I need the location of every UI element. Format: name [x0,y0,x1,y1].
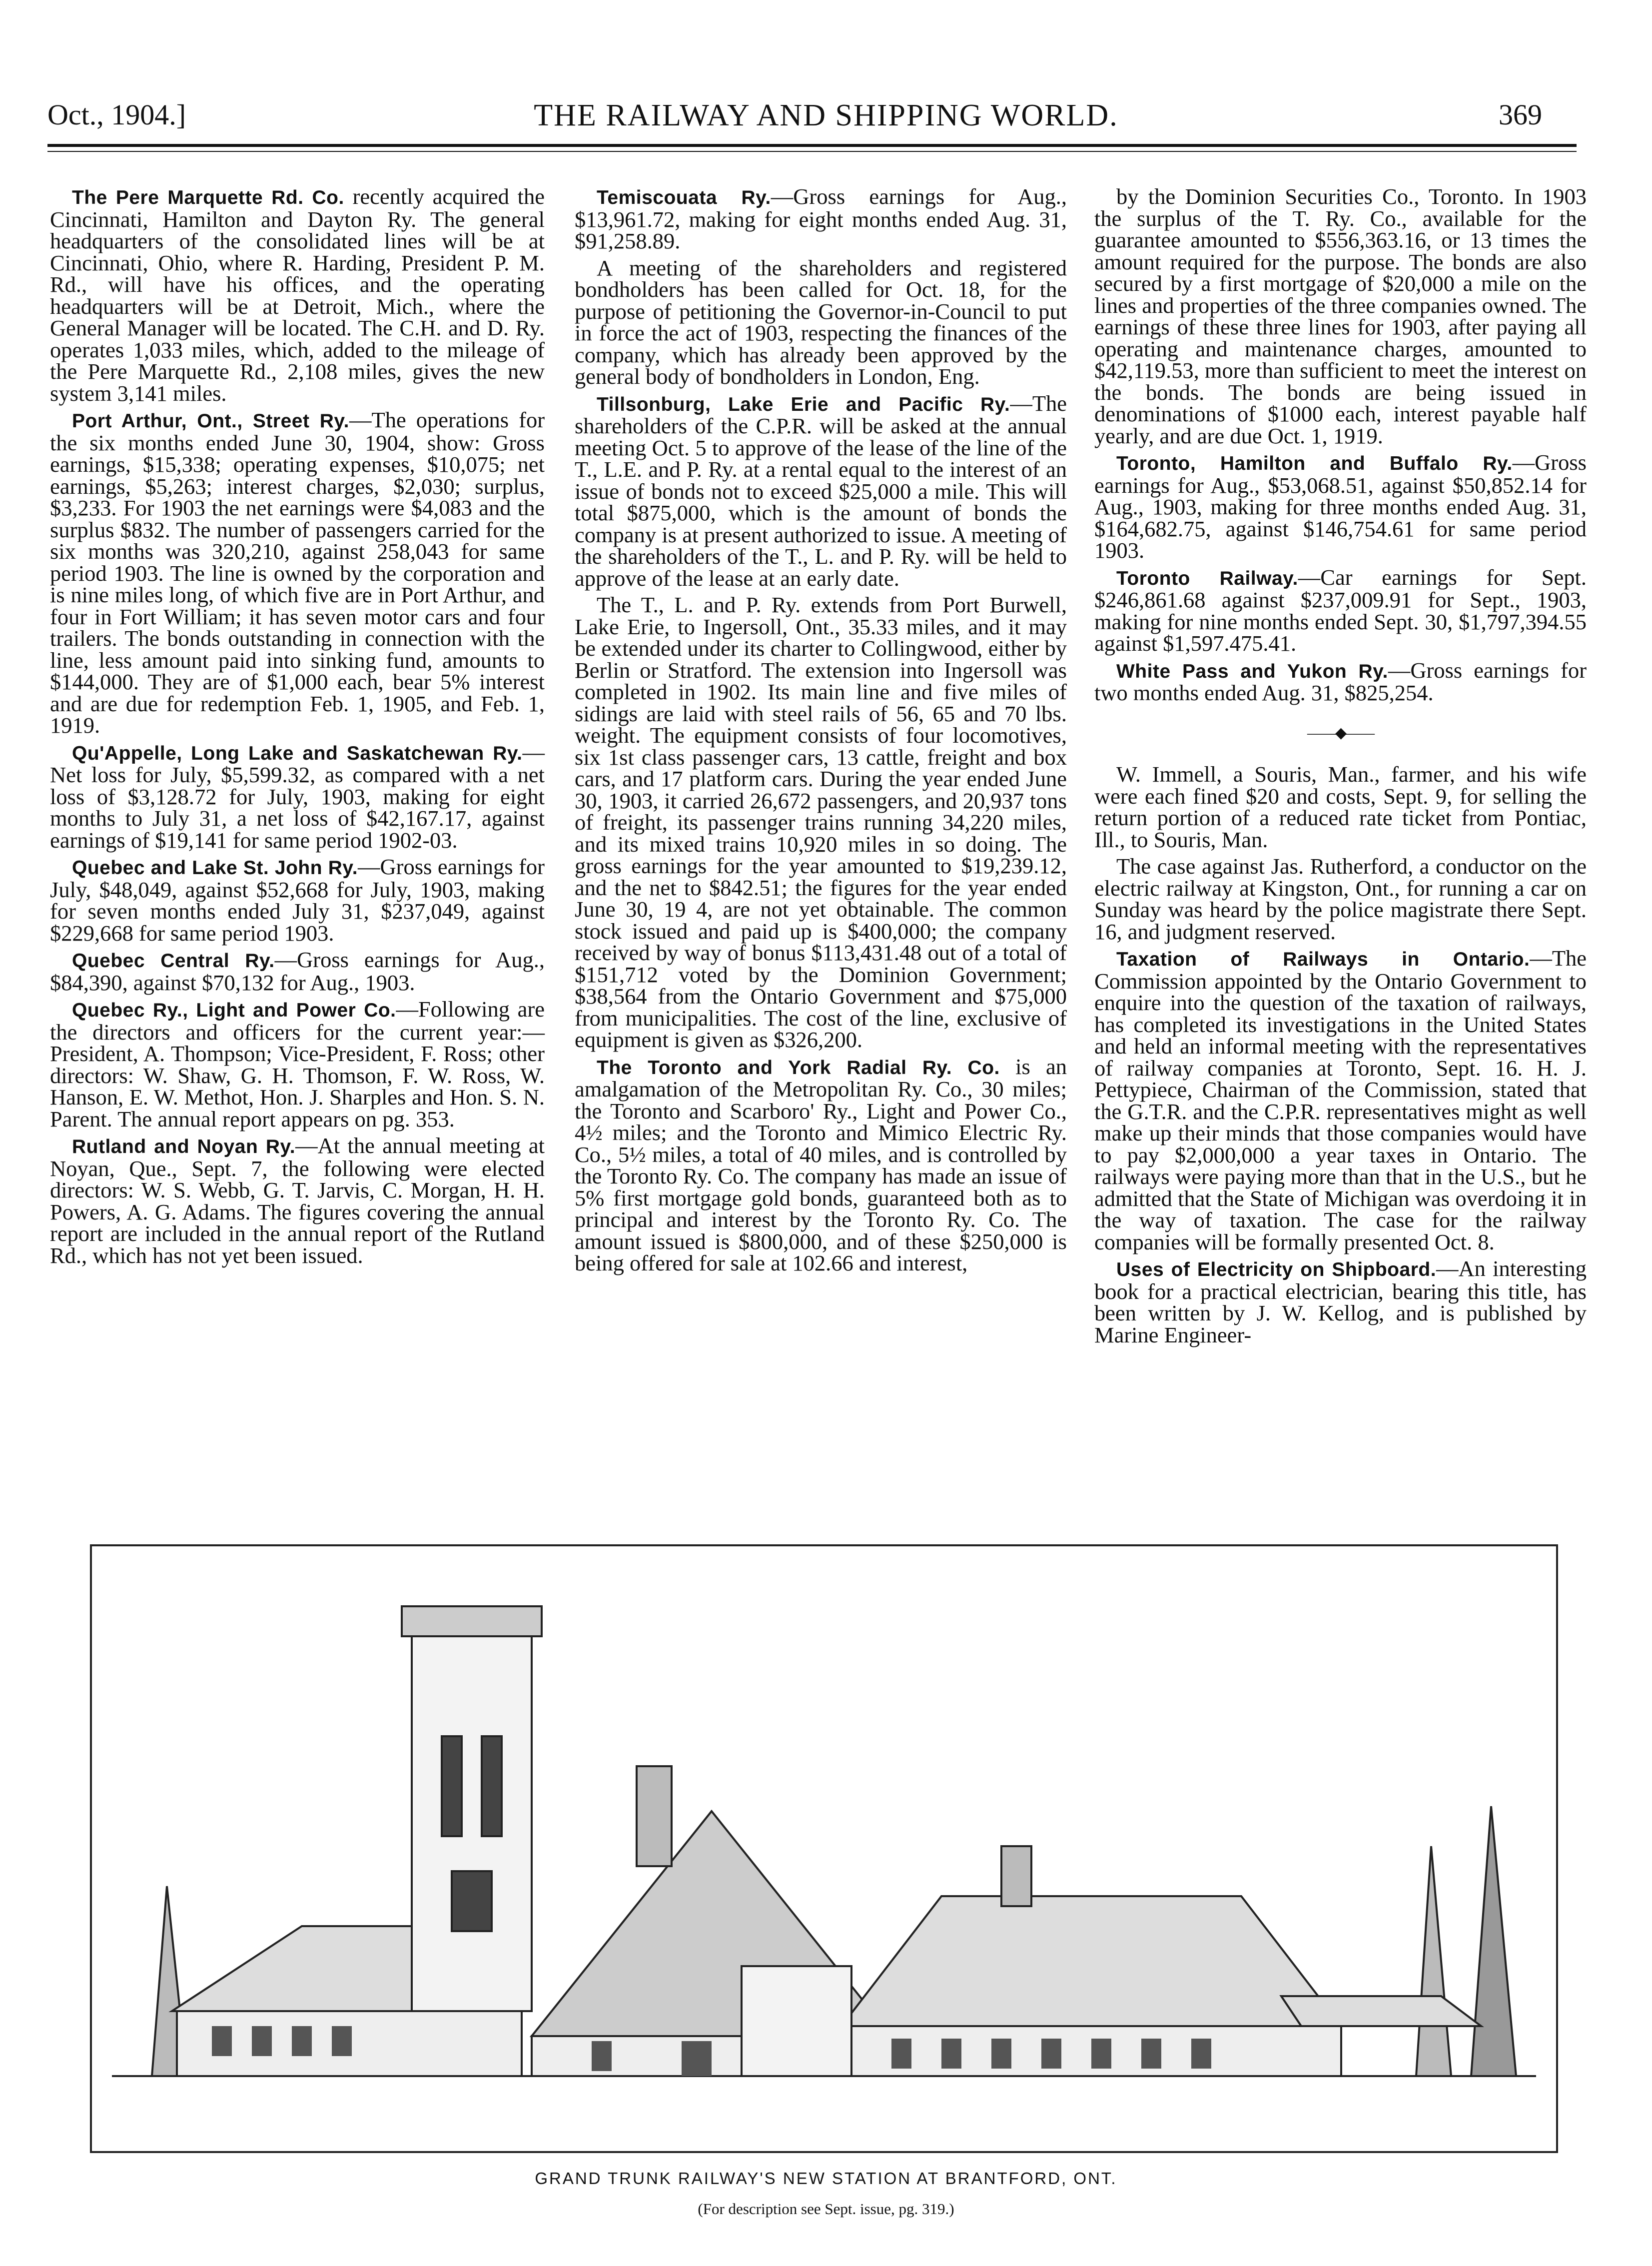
paragraph [50,1135,545,1266]
paragraph-text: by the Dominion Securities Co., Toronto. In 1903 the surplus of the T. Ry. Co., available for the guarantee amounted to $556,363.16, or 13 times the amount required for the purpose. The bonds are also secured by a first mortgage of $20,000 a mile on the lines and properties of the three companies owned. The earnings of these three lines for 1903, after paying all operating and maintenance charges, amounted to $42,119.53, more than sufficient to meet the interest on the bonds. The bonds are being issued in denominations of $1000 each, interest payable half yearly, and are due Oct. 1, 1919. [1094,184,1587,448]
paragraph-lead: The Pere Marquette Rd. Co. [72,187,344,208]
station-drawing [92,1546,1556,2151]
header-rule-thin [47,151,1577,152]
paragraph [50,409,545,737]
paragraph-lead: Quebec and Lake St. John Ry. [72,857,358,879]
journal-title: THE RAILWAY AND SHIPPING WORLD. [534,98,1118,132]
paragraph [575,594,1067,1051]
column-3-top [1094,186,1587,704]
paragraph-lead: Rutland and Noyan Ry. [72,1136,296,1157]
paragraph-lead: Qu'Appelle, Long Lake and Saskatchewan Ry. [72,742,523,764]
paragraph [50,186,545,404]
paragraph-lead: Port Arthur, Ont., Street Ry. [72,410,350,432]
header-rule-thick [47,144,1577,147]
paragraph [50,949,545,994]
paragraph-lead: Toronto Railway. [1116,567,1298,589]
paragraph [575,1056,1067,1274]
paragraph-lead: The Toronto and York Radial Ry. Co. [597,1057,1000,1079]
figure-caption: GRAND TRUNK RAILWAY'S NEW STATION AT BRANTFORD, ONT. [535,2169,1117,2188]
paragraph-text: —An interesting book for a practical electrician, bearing this title, has been written by J. W. Kellog, and is published by Marine Engineer- [1094,1256,1587,1347]
paragraph [1094,657,1587,705]
paragraph [1094,1258,1587,1346]
paragraph-text: —Gross earnings for Aug., $53,068.51, against $50,852.14 for Aug., 1903, making for three months ended Aug. 31, $164,682.75, against $146,754.61 for same period 1903. [1094,450,1587,563]
paragraph-text: —The Commission appointed by the Ontario Government to enquire into the question of the taxation of railways, has completed its investigations in the United States and held an informal meeting with the representatives of railway companies at Toronto, Sept. 16. H. J. Pettypiece, Chairman of the Commission, stated that the G.T.R. and the C.P.R. representatives might as well make up their minds that those companies would have to pay $2,000,000 a year taxes in Ontario. The railways were paying more than that in the U.S., but he admitted that the State of Michigan was overdoing it in the way of taxation. The case for the railway companies will be formally presented Oct. 8. [1094,946,1587,1254]
column-3 [1094,186,1587,1351]
paragraph-lead: Quebec Central Ry. [72,950,275,972]
paragraph [1094,186,1587,447]
paragraph [1094,856,1587,943]
paragraph-text: —The operations for the six months ended June 30, 1904, show: Gross earnings, $15,338; operating expenses, $10,075; net earnings, $5,263; interest charges, $2,030; surplus, $3,233. For 1903 the net earnings were $4,083 and the surplus $832. The number of passengers carried for the six months was 320,210, against 258,043 for same period 1903. The line is owned by the corporation and is nine miles long, of which five are in Port Arthur, and four in Fort William; it has seven motor cars and four trailers. The bonds outstanding in connection with the line, less amount paid into sinking fund, amounts to $144,000. They are of $1,000 each, bear 5% interest and are due for redemption Feb. 1, 1905, and Feb. 1, 1919. [50,407,545,738]
paragraph [575,257,1067,388]
paragraph [50,856,545,944]
paragraph [575,186,1067,252]
paragraph-text: —Gross earnings for two months ended Aug. 31, $825,254. [1094,657,1587,705]
page-number: 369 [1499,98,1542,131]
paragraph-lead: White Pass and Yukon Ry. [1116,660,1388,682]
section-separator: ——◆—— [1307,724,1374,741]
paragraph-text: W. Immell, a Souris, Man., farmer, and his wife were each fined $20 and costs, Sept. 9, for selling the return portion of a reduced rate ticket from Pontiac, Ill., to Souris, Man. [1094,762,1587,852]
paragraph-text: The T., L. and P. Ry. extends from Port Burwell, Lake Erie, to Ingersoll, Ont., 35.33 miles, and it may be extended under its charter to Collingwood, either by Berlin or Stratford. The extension into Ingersoll was completed in 1902. Its main line and five miles of sidings are laid with steel rails of 56, 65 and 70 lbs. weight. The equipment consists of four locomotives, six 1st class passenger cars, 13 cattle, freight and box cars, and 17 platform cars. During the year ended June 30, 1903, it carried 26,672 passengers, and 20,937 tons of freight, its passenger trains running 34,220 miles, and its mixed trains 10,920 miles in so doing. The gross earnings for the year amounted to $19,239.12, and the net to $842.51; the figures for the year ended June 30, 19 4, are not yet obtainable. The common stock issued and paid up is $400,000; the company received by way of bonus $113,431.48 out of a total of $151,712 voted by the Dominion Government; $38,564 from the Ontario Government and $75,000 from municipalities. The cost of the line, exclusive of equipment is given as $326,200. [575,592,1067,1052]
paragraph-text: —The shareholders of the C.P.R. will be asked at the annual meeting Oct. 5 to approve of the lease of the line of the T., L.E. and P. Ry. at a rental equal to the interest of an issue of bonds not to exceed $25,000 a mile. This will total $875,000, which is the amount of bonds the company is at present authorized to issue. A meeting of the shareholders of the T., L. and P. Ry. will be held to approve of the lease at an early date. [575,390,1067,591]
paragraph-text: The case against Jas. Rutherford, a conductor on the electric railway at Kingston, Ont., for running a car on Sunday was heard by the police magistrate there Sept. 16, and judgment reserved. [1094,854,1587,944]
paragraph-lead: Toronto, Hamilton and Buffalo Ry. [1116,453,1513,474]
paragraph-text: is an amalgamation of the Metropolitan Ry. Co., 30 miles; the Toronto and Scarboro' Ry., Light and Power Co., 4½ miles; and the Toronto and Mimico Electric Ry. Co., 5½ miles, a total of 40 miles, and is controlled by the Toronto Ry. Co. The company has made an issue of 5% first mortgage gold bonds, guaranteed both as to principal and interest by the Toronto Ry. Co. The amount issued is $800,000, and of these $250,000 is being offered for sale at 102.66 and interest, [575,1054,1067,1275]
paragraph-text: —Car earnings for Sept. $246,861.68 against $237,009.91 for Sept., 1903, making for nine months ended Sept. 30, $1,797,394.55 against $1,597.475.41. [1094,564,1587,656]
paragraph-text: —Gross earnings for Aug., $84,390, against $70,132 for Aug., 1903. [50,947,545,995]
paragraph-text: —Gross earnings for Aug., $13,961.72, making for eight months ended Aug. 31, $91,258.89. [575,184,1067,253]
column-2 [575,186,1067,1279]
paragraph-text: —At the annual meeting at Noyan, Que., Sept. 7, the following were elected directors: W. S. Webb, G. T. Jarvis, C. Morgan, H. H. Powers, A. G. Adams. The figures covering the annual report are included in the annual report of the Rutland Rd., which has not yet been issued. [50,1133,545,1268]
issue-date: Oct., 1904.] [47,98,186,131]
paragraph [50,999,545,1130]
paragraph [1094,764,1587,851]
column-1 [50,186,545,1271]
paragraph [1094,452,1587,562]
page-header [0,0,1652,150]
column-3-bottom [1094,764,1587,1346]
paragraph-lead: Temiscouata Ry. [597,187,771,208]
paragraph-lead: Uses of Electricity on Shipboard. [1116,1259,1437,1280]
paragraph-text: recently acquired the Cincinnati, Hamilton and Dayton Ry. The general headquarters of the consolidated lines will be at Cincinnati, Ohio, where R. Harding, President P. M. Rd., will have his offices, and the operating headquarters will be at Detroit, Mich., where the General Manager will be located. The C.H. and D. Ry. operates 1,033 miles, which, added to the mileage of the Pere Marquette Rd., 2,108 miles, gives the new system 3,141 miles. [50,184,545,406]
paragraph-text: —Following are the directors and officers for the current year:—President, A. Thompson; Vice-President, F. Ross; other directors: W. Shaw, G. H. Thomson, F. W. Ross, W. Hanson, E. W. Methot, Hon. J. Sharples and Hon. S. N. Parent. The annual report appears on pg. 353. [50,997,545,1132]
paragraph [1094,564,1587,656]
paragraph-text: —Gross earnings for July, $48,049, against $52,668 for July, 1903, making for seven months ended July 31, $237,049, against $229,668 for same period 1903. [50,854,545,946]
paragraph-text: —Net loss for July, $5,599.32, as compared with a net loss of $3,128.72 for July, 1903, making for eight months to July 31, a net loss of $42,167.17, against earnings of $19,141 for same period 1902-03. [50,739,545,853]
paragraph-lead: Quebec Ry., Light and Power Co. [72,1000,396,1021]
paragraph [50,739,545,853]
station-illustration [90,1544,1558,2153]
paragraph [575,390,1067,591]
paragraph-lead: Taxation of Railways in Ontario. [1116,949,1530,970]
paragraph-text: A meeting of the shareholders and registered bondholders has been called for Oct. 18, for the purpose of petitioning the Governor-in-Council to put in force the act of 1903, respecting the finances of the company, which has already been approved by the general body of bondholders in London, Eng. [575,255,1067,389]
paragraph-lead: Tillsonburg, Lake Erie and Pacific Ry. [597,393,1010,415]
figure-subcaption: (For description see Sept. issue, pg. 319.) [698,2200,954,2218]
paragraph [1094,948,1587,1253]
